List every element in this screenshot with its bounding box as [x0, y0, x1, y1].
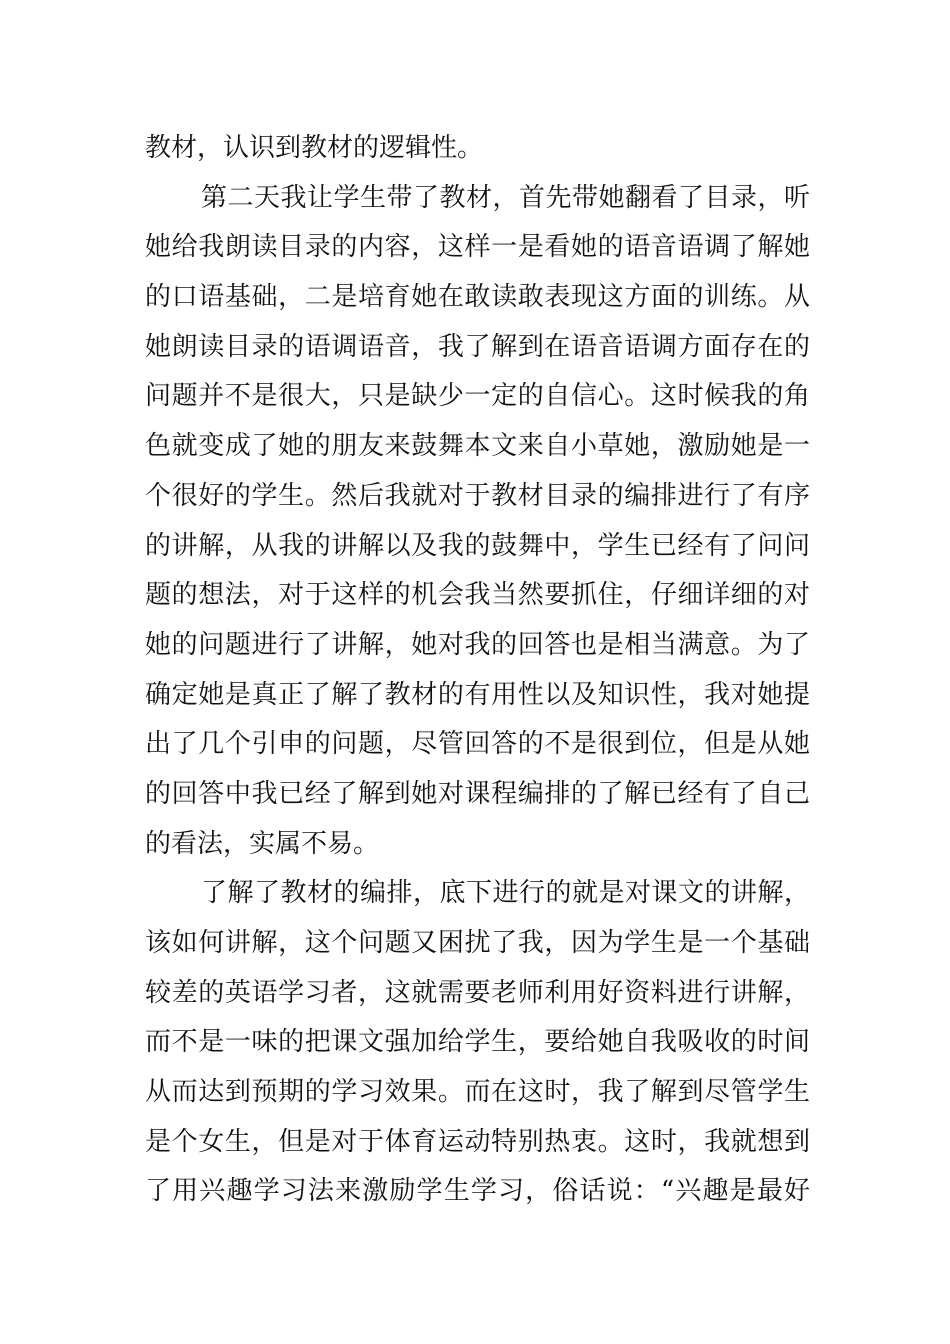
text-line: 出了几个引申的问题，尽管回答的不是很到位，但是从她	[145, 729, 810, 760]
text-line: 较差的英语学习者，这就需要老师利用好资料进行讲解，	[145, 977, 810, 1008]
text-line: 教材，认识到教材的逻辑性。	[145, 133, 484, 163]
text-line: 该如何讲解，这个问题又困扰了我，因为学生是一个基础	[145, 928, 810, 958]
text-line: 个很好的学生。然后我就对于教材目录的编排进行了有序	[145, 480, 810, 511]
text-line: 题的想法，对于这样的机会我当然要抓住，仔细详细的对	[145, 580, 810, 611]
paragraph-start-line: 第二天我让学生带了教材，首先带她翻看了目录，听	[201, 182, 810, 213]
text-line: 她的问题进行了讲解，她对我的回答也是相当满意。为了	[145, 629, 810, 660]
text-line: 她给我朗读目录的内容，这样一是看她的语音语调了解她	[145, 232, 810, 263]
text-line: 了用兴趣学习法来激励学生学习，俗话说：“兴趣是最好	[145, 1176, 810, 1207]
text-line: 的讲解，从我的讲解以及我的鼓舞中，学生已经有了问问	[145, 530, 810, 561]
paragraph-end-line: 的看法，实属不易。	[145, 828, 380, 859]
text-line: 色就变成了她的朋友来鼓舞本文来自小草她，激励她是一	[145, 431, 810, 462]
text-line: 从而达到预期的学习效果。而在这时，我了解到尽管学生	[145, 1077, 810, 1108]
text-line: 是个女生，但是对于体育运动特别热衷。这时，我就想到	[145, 1126, 810, 1157]
text-line: 问题并不是很大，只是缺少一定的自信心。这时候我的角	[145, 381, 810, 412]
text-line: 而不是一味的把课文强加给学生，要给她自我吸收的时间	[145, 1027, 810, 1058]
body-text	[145, 124, 810, 1217]
text-line: 她朗读目录的语调语音，我了解到在语音语调方面存在的	[145, 331, 810, 362]
text-line: 的口语基础，二是培育她在敢读敢表现这方面的训练。从	[145, 282, 810, 313]
text-line: 确定她是真正了解了教材的有用性以及知识性，我对她提	[145, 679, 810, 710]
paragraph-start-line: 了解了教材的编排，底下进行的就是对课文的讲解，	[201, 878, 810, 909]
text-line: 的回答中我已经了解到她对课程编排的了解已经有了自己	[145, 778, 810, 809]
